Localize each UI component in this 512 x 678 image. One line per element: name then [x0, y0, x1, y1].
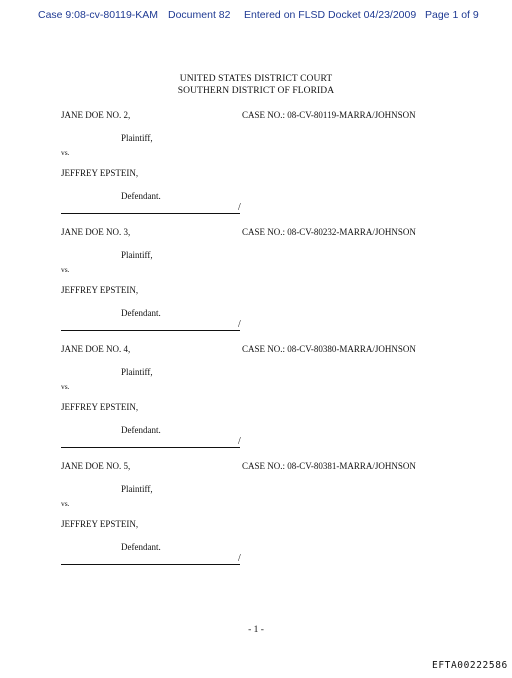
- case-number: CASE NO.: 08-CV-80232-MARRA/JOHNSON: [242, 227, 416, 237]
- plaintiff-name: JANE DOE NO. 3,: [61, 227, 131, 237]
- defendant-label: Defendant.: [121, 308, 161, 318]
- court-name: UNITED STATES DISTRICT COURT: [179, 74, 333, 84]
- case-caption: [0, 461, 512, 571]
- caption-slash: /: [238, 319, 241, 330]
- versus-label: vs.: [61, 499, 70, 508]
- bates-number: EFTA00222586: [432, 660, 508, 671]
- versus-label: vs.: [61, 265, 70, 274]
- plaintiff-name: JANE DOE NO. 4,: [61, 344, 131, 354]
- caption-slash: /: [238, 553, 241, 564]
- case-number: CASE NO.: 08-CV-80380-MARRA/JOHNSON: [242, 344, 416, 354]
- case-caption: [0, 110, 512, 220]
- caption-rule: [61, 213, 240, 214]
- defendant-label: Defendant.: [121, 425, 161, 435]
- header-document-number: Document 82: [168, 9, 231, 21]
- plaintiff-name: JANE DOE NO. 5,: [61, 461, 131, 471]
- defendant-name: JEFFREY EPSTEIN,: [61, 519, 139, 529]
- caption-rule: [61, 330, 240, 331]
- defendant-label: Defendant.: [121, 191, 161, 201]
- case-number: CASE NO.: 08-CV-80119-MARRA/JOHNSON: [242, 110, 416, 120]
- court-district: SOUTHERN DISTRICT OF FLORIDA: [177, 86, 335, 96]
- court-heading: [0, 73, 512, 97]
- header-page-count: Page 1 of 9: [425, 9, 479, 21]
- versus-label: vs.: [61, 148, 70, 157]
- defendant-name: JEFFREY EPSTEIN,: [61, 168, 139, 178]
- case-caption: [0, 227, 512, 337]
- plaintiff-name: JANE DOE NO. 2,: [61, 110, 131, 120]
- header-entered-date: Entered on FLSD Docket 04/23/2009: [244, 9, 417, 21]
- case-caption: [0, 344, 512, 454]
- header-case-number: Case 9:08-cv-80119-KAM: [38, 9, 159, 21]
- plaintiff-label: Plaintiff,: [121, 133, 153, 143]
- plaintiff-label: Plaintiff,: [121, 250, 153, 260]
- defendant-label: Defendant.: [121, 542, 161, 552]
- versus-label: vs.: [61, 382, 70, 391]
- caption-rule: [61, 564, 240, 565]
- plaintiff-label: Plaintiff,: [121, 367, 153, 377]
- caption-slash: /: [238, 202, 241, 213]
- case-number: CASE NO.: 08-CV-80381-MARRA/JOHNSON: [242, 461, 416, 471]
- caption-rule: [61, 447, 240, 448]
- page-number: - 1 -: [248, 625, 264, 635]
- defendant-name: JEFFREY EPSTEIN,: [61, 402, 139, 412]
- caption-slash: /: [238, 436, 241, 447]
- docket-header: [0, 9, 512, 25]
- defendant-name: JEFFREY EPSTEIN,: [61, 285, 139, 295]
- plaintiff-label: Plaintiff,: [121, 484, 153, 494]
